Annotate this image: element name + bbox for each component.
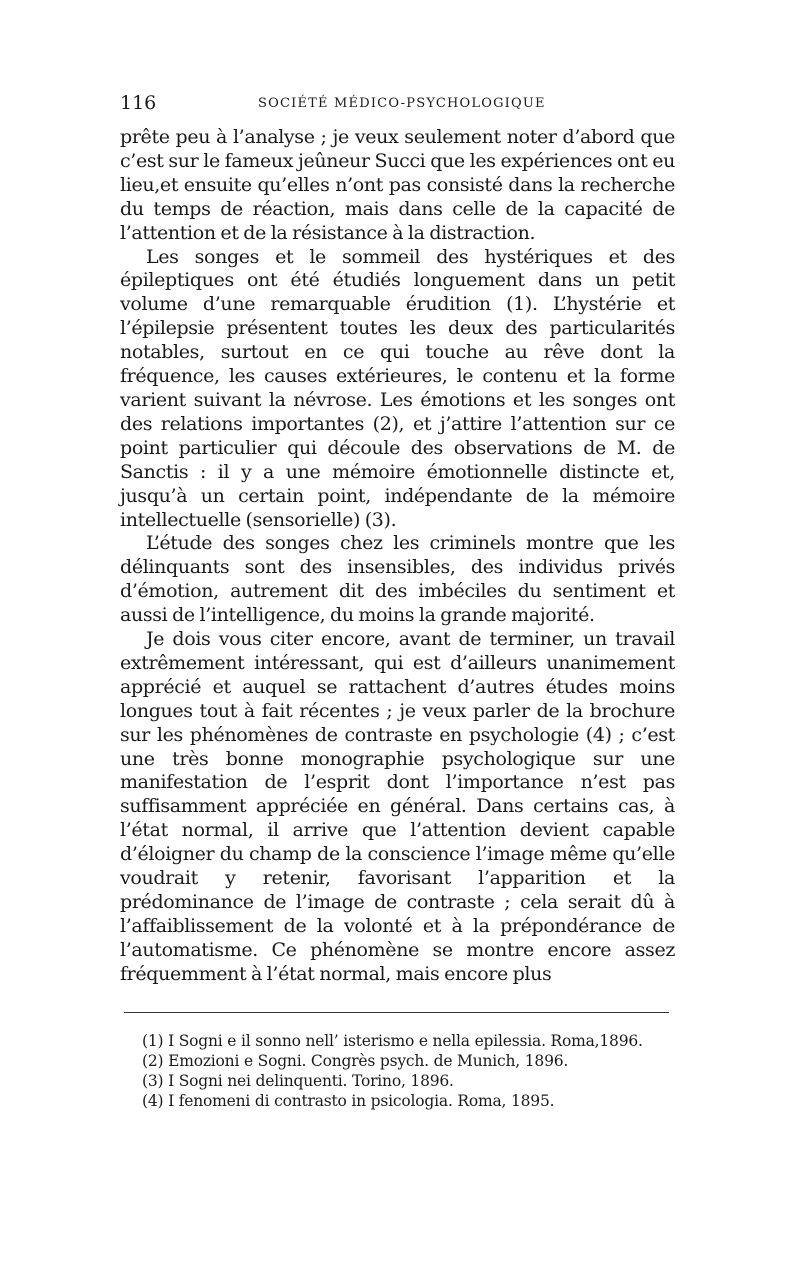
body-text: [120, 126, 675, 987]
paragraph: L’étude des songes chez les criminels montre que les délinquants sont des insensibles, des individus privés d’émotion, autrement dit des imbéciles du sentiment et aussi de l’intelligence, du moins la grande majorité.: [120, 532, 675, 627]
paragraph: Je dois vous citer encore, avant de terminer, un travail extrêmement intéressant, qui est d’ailleurs unanimement apprécié et auquel se rattachent d’autres études moins longues tout à fait récentes ; je veux parler de la brochure sur les phénomènes de contraste en psychologie (4) ; c’est une très bonne monographie psychologique sur une manifestation de l’esprit dont l’importance n’est pas suffisamment appréciée en général. Dans certains cas, à l’état normal, il arrive que l’attention devient capable d’éloigner du champ de la conscience l’image même qu’elle voudrait y retenir, favorisant l’apparition et la prédominance de l’image de contraste ; cela serait dû à l’affaiblissement de la volonté et à la prépondérance de l’automatisme. Ce phénomène se montre encore assez fréquemment à l’état normal, mais encore plus: [120, 628, 675, 985]
book-page: [120, 92, 675, 1111]
footnote: (3) I Sogni nei delinquenti. Torino, 1896.: [142, 1071, 454, 1090]
footnote: (4) I fenomeni di contrasto in psicologia. Roma, 1895.: [142, 1091, 555, 1110]
page-number: 116: [120, 92, 157, 114]
running-head: [120, 92, 675, 118]
footnote: (2) Emozioni e Sogni. Congrès psych. de Munich, 1896.: [142, 1051, 569, 1070]
running-title: SOCIÉTÉ MÉDICO-PSYCHOLOGIQUE: [258, 96, 546, 111]
footnotes: [142, 1031, 675, 1111]
footnote-separator: [124, 1012, 669, 1013]
footnote: (1) I Sogni e il sonno nell’ isterismo e nella epilessia. Roma,1896.: [142, 1031, 643, 1050]
paragraph-continuation: prête peu à l’analyse ; je veux seulement noter d’abord que c’est sur le fameux jeûneur Succi que les expériences ont eu lieu,et ensuite qu’elles n’ont pas consisté dans la recherche du temps de réaction, mais dans celle de la capacité de l’attention et de la résistance à la distraction.: [120, 126, 675, 244]
paragraph: Les songes et le sommeil des hystériques et des épileptiques ont été étudiés longuement dans un petit volume d’une remarquable érudition (1). L’hystérie et l’épilepsie présentent toutes les deux des particularités notables, surtout en ce qui touche au rêve dont la fréquence, les causes extérieures, le contenu et la forme varient suivant la névrose. Les émotions et les songes ont des relations importantes (2), et j’attire l’attention sur ce point particulier qui découle des observations de M. de Sanctis : il y a une mémoire émotionnelle distincte et, jusqu’à un certain point, indépendante de la mémoire intellectuelle (sensorielle) (3).: [120, 245, 675, 531]
